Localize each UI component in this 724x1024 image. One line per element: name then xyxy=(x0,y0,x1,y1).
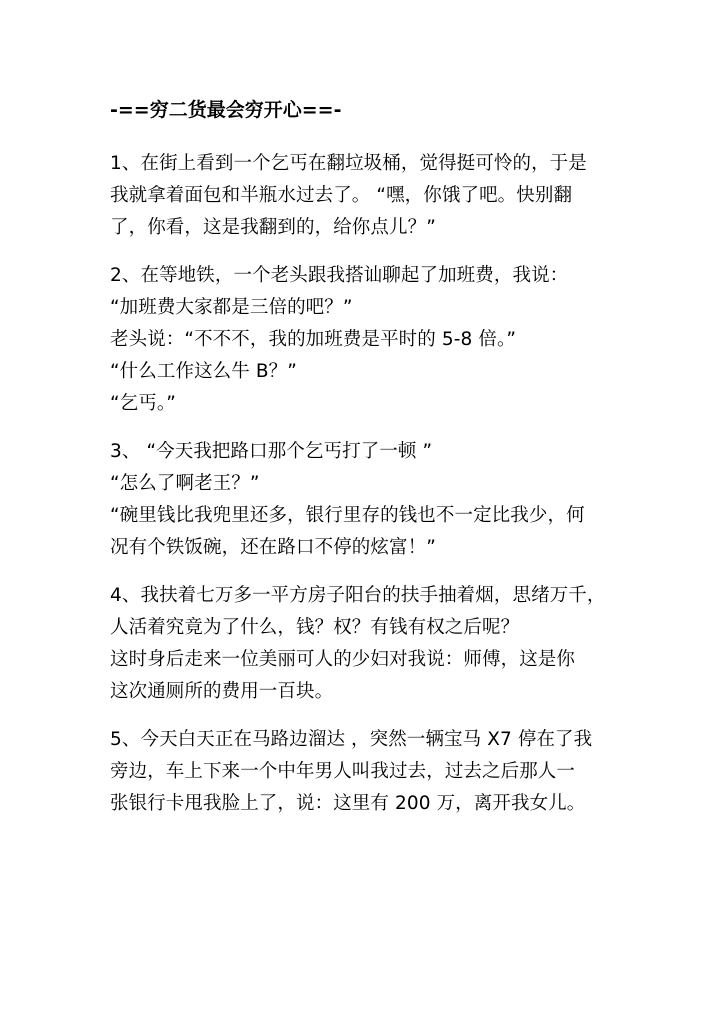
joke-paragraph-2 xyxy=(110,260,630,420)
text-line: 这次通厕所的费用一百块。 xyxy=(110,681,334,702)
joke-paragraph-1 xyxy=(110,148,630,244)
text-line: “什么工作这么牛 B？” xyxy=(110,361,297,382)
document-title: -==穷二货最会穷开心==- xyxy=(110,99,342,121)
text-line: 这时身后走来一位美丽可人的少妇对我说：师傅，这是你 xyxy=(110,649,576,670)
text-line: 况有个铁饭碗，还在路口不停的炫富！” xyxy=(110,537,436,558)
joke-paragraph-3 xyxy=(110,436,630,564)
document-page xyxy=(110,94,630,836)
text-line: 张银行卡甩我脸上了，说：这里有 200 万，离开我女儿。 xyxy=(110,793,586,814)
text-line: 4、我扶着七万多一平方房子阳台的扶手抽着烟，思绪万千， xyxy=(110,585,606,606)
joke-paragraph-5 xyxy=(110,724,630,820)
text-line: 了，你看，这是我翻到的，给你点儿？” xyxy=(110,217,436,238)
text-line: 老头说：“不不不，我的加班费是平时的 5-8 倍。” xyxy=(110,329,516,350)
text-line: 1、在街上看到一个乞丐在翻垃圾桶，觉得挺可怜的，于是 xyxy=(110,153,587,174)
text-line: 3、 “今天我把路口那个乞丐打了一顿 ” xyxy=(110,441,433,462)
text-line: 旁边，车上下来一个中年男人叫我过去，过去之后那人一 xyxy=(110,761,576,782)
text-line: “碗里钱比我兜里还多，银行里存的钱也不一定比我少，何 xyxy=(110,505,585,526)
text-line: “加班费大家都是三倍的吧？” xyxy=(110,297,353,318)
text-line: 我就拿着面包和半瓶水过去了。 “嘿，你饿了吧。快别翻 xyxy=(110,185,573,206)
text-line: “乞丐。” xyxy=(110,393,176,414)
joke-paragraph-4 xyxy=(110,580,630,708)
text-line: 2、在等地铁，一个老头跟我搭讪聊起了加班费，我说： xyxy=(110,265,569,286)
text-line: 5、今天白天正在马路边溜达 ，突然一辆宝马 X7 停在了我 xyxy=(110,729,593,750)
text-line: “怎么了啊老王？” xyxy=(110,473,260,494)
text-line: 人活着究竟为了什么，钱？权？有钱有权之后呢？ xyxy=(110,617,520,638)
